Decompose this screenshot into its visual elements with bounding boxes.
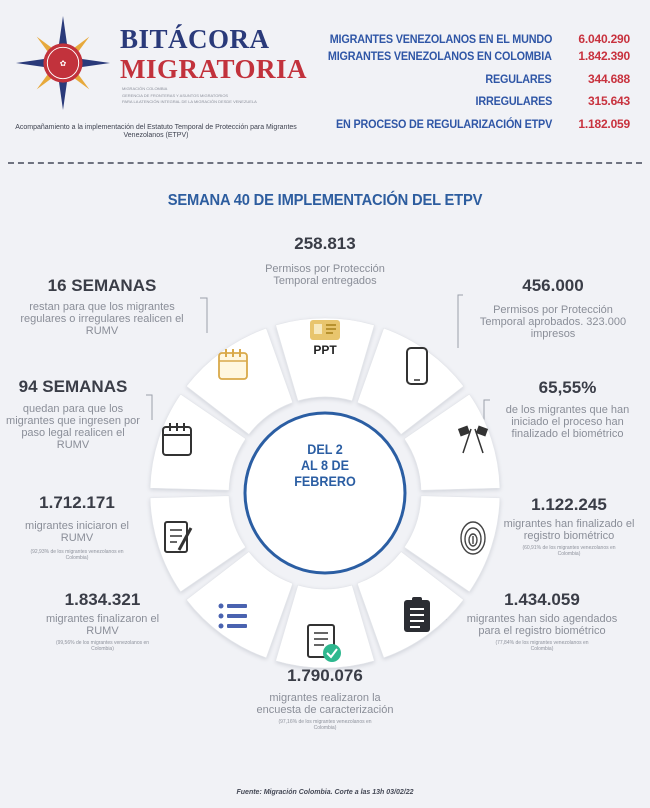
stat-note: (99,56% de los migrantes venezolanos en Colombia) (55, 640, 150, 652)
brand-subtitle-line: MIGRACIÓN COLOMBIA (122, 86, 168, 91)
clipboard-checklist-icon (404, 597, 430, 632)
stat-number: 1.712.171 (39, 493, 115, 512)
stat-number: 94 SEMANAS (18, 377, 128, 396)
stat-number: 1.790.076 (287, 666, 363, 685)
source-footer: Fuente: Migración Colombia. Corte a las 13h 03/02/22 (236, 789, 414, 796)
stat-ppt-approved (463, 276, 643, 340)
brand-subtitle-line: GERENCIA DE FRONTERAS Y ASUNTOS MIGRATORIOS (122, 93, 229, 98)
header-stat-label: EN PROCESO DE REGULARIZACIÓN ETPV (335, 116, 552, 131)
header-stat-value: 6.040.290 (578, 31, 630, 46)
stat-description: quedan para que los migrantes que ingresen por paso legal realicen el RUMV (6, 403, 140, 451)
stat-characterization (230, 666, 420, 731)
center-ring (245, 413, 405, 573)
stat-number: 258.813 (294, 234, 356, 253)
ppt-label: PPT (313, 343, 337, 357)
stat-note: (77,84% de los migrantes venezolanos en Colombia) (495, 640, 589, 652)
header-stat-label: REGULARES (485, 71, 552, 86)
stat-number: 65,55% (538, 378, 597, 397)
stat-rumv-finished (20, 590, 185, 652)
stat-number: 456.000 (522, 276, 584, 295)
stat-biometric-done (490, 495, 648, 557)
center-date-line: FEBRERO (294, 473, 356, 489)
clipboard-calendar-icon (163, 423, 191, 455)
stat-description: Permisos por Protección Temporal aprobados. 323.000 impresos (479, 304, 627, 340)
stat-note: (92,93% de los migrantes venezolanos en Colombia) (30, 549, 124, 561)
header-stat-value: 1.182.059 (578, 116, 630, 131)
stat-description: de los migrantes que han iniciado el proceso han finalizado el biométrico (505, 404, 630, 440)
calendar-icon (219, 349, 247, 379)
stat-description: Permisos por Protección Temporal entregados (265, 263, 385, 287)
stat-number: 16 SEMANAS (47, 276, 157, 295)
stat-note: (97,16% de los migrantes venezolanos en Colombia) (278, 719, 372, 731)
stat-number: 1.434.059 (504, 590, 580, 609)
header-stat-label: MIGRANTES VENEZOLANOS EN EL MUNDO (329, 31, 552, 46)
stat-number: 1.834.321 (64, 590, 141, 609)
stat-description: restan para que los migrantes regulares o irregulares realicen el RUMV (20, 301, 184, 337)
center-date-line: DEL 2 (307, 441, 343, 457)
list-icon (219, 604, 248, 629)
header-stat-label: MIGRANTES VENEZOLANOS EN COLOMBIA (328, 48, 552, 63)
header-stat-label: IRREGULARES (475, 93, 552, 108)
brand-title-line1: BITÁCORA (120, 24, 270, 54)
stat-ppt-delivered (230, 234, 420, 287)
stat-number: 1.122.245 (531, 495, 607, 514)
stat-biometric-scheduled (452, 590, 632, 652)
header-stat-value: 1.842.390 (578, 48, 630, 63)
center-date (271, 441, 379, 489)
brand-title-line2: MIGRATORIA (120, 54, 308, 84)
stat-weeks-16 (4, 276, 200, 337)
stat-biometric-pct (490, 378, 645, 440)
stat-description: migrantes realizaron la encuesta de caracterización (256, 692, 394, 716)
stat-rumv-started (2, 493, 152, 561)
stat-note: (60,91% de los migrantes venezolanos en Colombia) (522, 545, 616, 557)
stat-description: migrantes finalizaron el RUMV (45, 613, 160, 637)
header-stat-value: 315.643 (588, 93, 630, 108)
header-caption: Acompañamiento a la implementación del Estatuto Temporal de Protección para Migrantes Venezolanos (ETPV) (15, 124, 297, 139)
stat-description: migrantes han finalizado el registro biométrico (503, 518, 635, 542)
stat-description: migrantes iniciaron el RUMV (25, 520, 129, 544)
center-date-line: AL 8 DE (300, 457, 350, 473)
svg-text:✿: ✿ (59, 58, 67, 68)
brand-subtitle-line: PARA LA ATENCIÓN INTEGRAL DE LA MIGRACIÓN DESDE VENEZUELA (122, 99, 257, 104)
stat-weeks-94 (0, 377, 146, 451)
header-stat-value: 344.688 (588, 71, 630, 86)
document-pen-icon (165, 522, 191, 552)
ppt-card-icon (310, 320, 340, 357)
week-title: SEMANA 40 DE IMPLEMENTACIÓN DEL ETPV (167, 192, 483, 209)
stat-description: migrantes han sido agendados para el registro biométrico (466, 613, 618, 637)
